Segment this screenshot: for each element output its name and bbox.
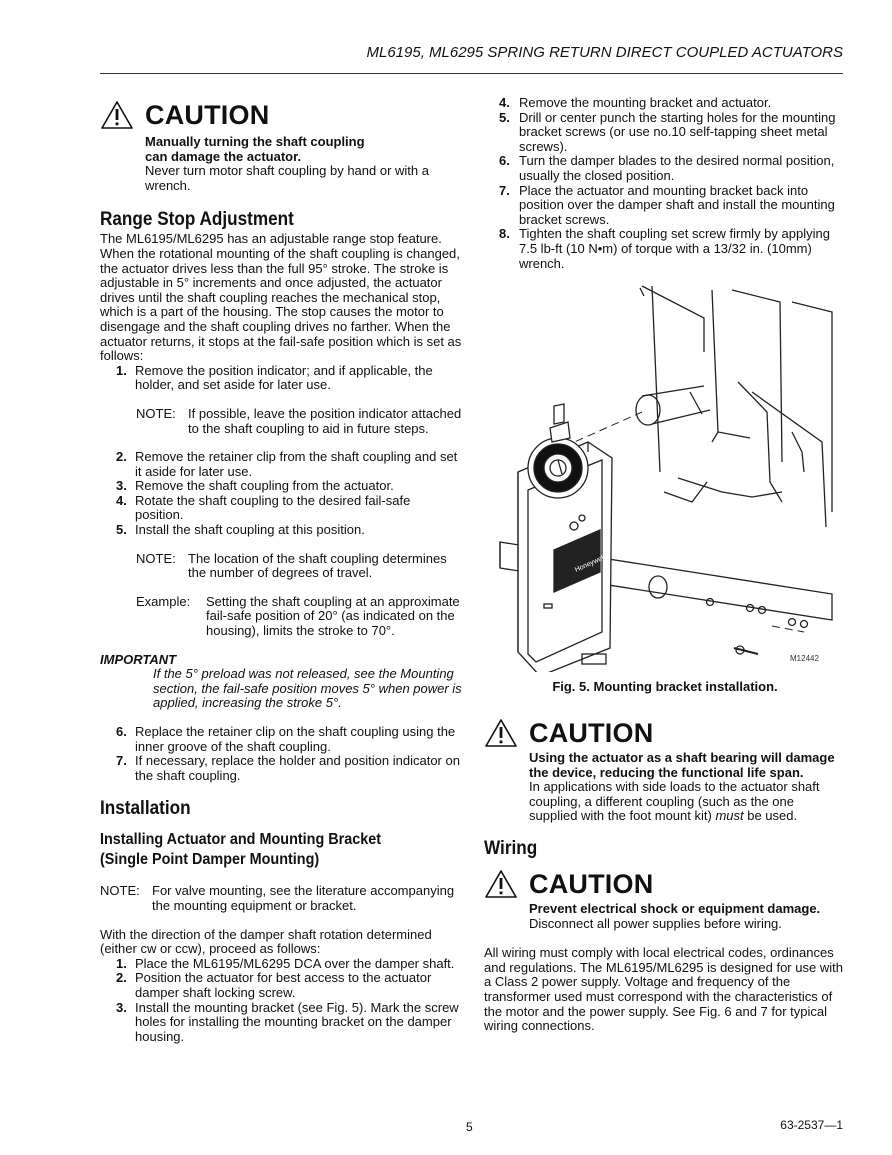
installation-paragraph: With the direction of the damper shaft rotation determined (either cw or ccw), proceed as follows: bbox=[100, 926, 432, 957]
caution-block-coupling bbox=[100, 100, 462, 193]
list-item: 2. Remove the retainer clip from the shaft coupling and set it aside for later use. bbox=[116, 449, 458, 479]
caution-block-electrical bbox=[484, 869, 846, 931]
figure-brand-label: Honeywell bbox=[573, 554, 607, 574]
caution-title: CAUTION bbox=[145, 100, 270, 130]
subheading-single-point: (Single Point Damper Mounting) bbox=[100, 851, 320, 869]
note-position-indicator: NOTE: If possible, leave the position indicator attached to the shaft coupling to aid in future steps. bbox=[136, 405, 462, 436]
header-rule bbox=[100, 73, 843, 74]
section-heading-wiring: Wiring bbox=[484, 836, 538, 859]
section-heading-installation: Installation bbox=[100, 797, 191, 820]
note-degrees-of-travel: NOTE: The location of the shaft coupling determines the number of degrees of travel. bbox=[136, 550, 447, 581]
important-text: If the 5° preload was not released, see the Mounting section, the fail-safe position moves 5° when power is applied, increasing the stroke 5°. bbox=[153, 666, 462, 711]
range-stop-paragraph: The ML6195/ML6295 has an adjustable range stop feature. When the rotational mounting of the shaft coupling is changed, the actuator drives less than the full 95° stroke. The stroke is adjustable in 5° increments and once adjusted, the actuator drives until the shaft coupling reaches the mechanical stop, which is a part of the housing. The stop causes the motor to disengage and the shaft coupling drives no farther. When the actuator returns, it stops at the fail-safe position which is set as follows: bbox=[100, 231, 462, 364]
caution-bold-text: Manually turning the shaft coupling can damage the actuator. bbox=[145, 134, 365, 164]
warning-triangle-icon bbox=[100, 100, 134, 130]
list-item: 8. Tighten the shaft coupling set screw firmly by applying 7.5 lb-ft (10 N•m) of torque with a 13/32 in. (10mm) wrench. bbox=[499, 226, 830, 271]
figure-mounting-bracket bbox=[492, 282, 842, 672]
caution-bold-text: Prevent electrical shock or equipment damage. bbox=[529, 900, 821, 916]
caution-text: In applications with side loads to the actuator shaft coupling, a different coupling (such as the one supplied with the foot mount kit) must be used. bbox=[529, 779, 820, 824]
list-item: 1. Remove the position indicator; and if applicable, the holder, and set aside for later use. bbox=[116, 362, 433, 393]
page-number: 5 bbox=[466, 1120, 473, 1134]
warning-triangle-icon bbox=[484, 869, 518, 899]
install-steps bbox=[100, 957, 462, 1045]
example-fail-safe: Example: Setting the shaft coupling at an approximate fail-safe position of 20° (as indicated on the housing), limits the stroke to 70°. bbox=[136, 593, 460, 639]
mounting-bracket-illustration bbox=[492, 282, 842, 672]
figure-code: M12442 bbox=[790, 654, 819, 663]
install-steps-continued bbox=[484, 96, 846, 271]
caution-block-shaft-bearing bbox=[484, 718, 846, 824]
list-item: 1. Place the ML6195/ML6295 DCA over the damper shaft. bbox=[116, 955, 455, 971]
left-column bbox=[100, 100, 462, 1044]
caution-title: CAUTION bbox=[529, 868, 654, 899]
list-item: 6. Replace the retainer clip on the shaft coupling using the inner groove of the shaft coupling. bbox=[116, 724, 456, 754]
range-steps-a bbox=[100, 364, 462, 393]
caution-bold-text: Using the actuator as a shaft bearing will damage the device, reducing the functional life span. bbox=[529, 750, 835, 780]
caution-text: Disconnect all power supplies before wiring. bbox=[529, 915, 782, 931]
list-item: 5. Install the shaft coupling at this position. bbox=[116, 522, 365, 538]
list-item: 7. If necessary, replace the holder and position indicator on the shaft coupling. bbox=[116, 753, 460, 783]
list-item: 2. Position the actuator for best access to the actuator damper shaft locking screw. bbox=[116, 970, 432, 1000]
note-valve-mounting: NOTE: For valve mounting, see the literature accompanying the mounting equipment or bracket. bbox=[100, 883, 455, 913]
list-item: 5. Drill or center punch the starting holes for the mounting bracket screws (or use no.10 self-tapping sheet metal screws). bbox=[499, 109, 836, 154]
range-steps-c bbox=[100, 725, 462, 783]
caution-title: CAUTION bbox=[529, 718, 654, 748]
wiring-paragraph: All wiring must comply with local electrical codes, ordinances and regulations. The ML6195/ML6295 is designed for use with a Class 2 power supply. Voltage and frequency of the transformer used must correspond with the characteristics of the motor and the power supply. See Fig. 6 and 7 for typical wiring connections. bbox=[484, 945, 843, 1034]
list-item: 6. Turn the damper blades to the desired normal position, usually the closed position. bbox=[499, 153, 835, 183]
section-heading-range-stop: Range Stop Adjustment bbox=[100, 208, 294, 231]
list-item: 3. Remove the shaft coupling from the actuator. bbox=[116, 478, 394, 494]
figure-caption: Fig. 5. Mounting bracket installation. bbox=[552, 679, 778, 694]
range-steps-b bbox=[100, 450, 462, 538]
list-item: 4. Rotate the shaft coupling to the desired fail-safe position. bbox=[116, 492, 411, 523]
caution-text: Never turn motor shaft coupling by hand or with a wrench. bbox=[145, 163, 429, 193]
important-label: IMPORTANT bbox=[100, 651, 177, 667]
right-column bbox=[484, 96, 846, 271]
subheading-installing-actuator: Installing Actuator and Mounting Bracket bbox=[100, 831, 382, 849]
right-column-lower bbox=[484, 718, 846, 1034]
document-code: 63-2537—1 bbox=[780, 1118, 843, 1132]
list-item: 7. Place the actuator and mounting bracket back into position over the damper shaft and install the mounting bracket screws. bbox=[499, 182, 835, 227]
warning-triangle-icon bbox=[484, 718, 518, 748]
page-header-title: ML6195, ML6295 SPRING RETURN DIRECT COUPLED ACTUATORS bbox=[366, 44, 843, 61]
list-item: 4. Remove the mounting bracket and actuator. bbox=[499, 95, 772, 110]
list-item: 3. Install the mounting bracket (see Fig. 5). Mark the screw holes for installing the mounting bracket on the damper housing. bbox=[116, 999, 459, 1044]
